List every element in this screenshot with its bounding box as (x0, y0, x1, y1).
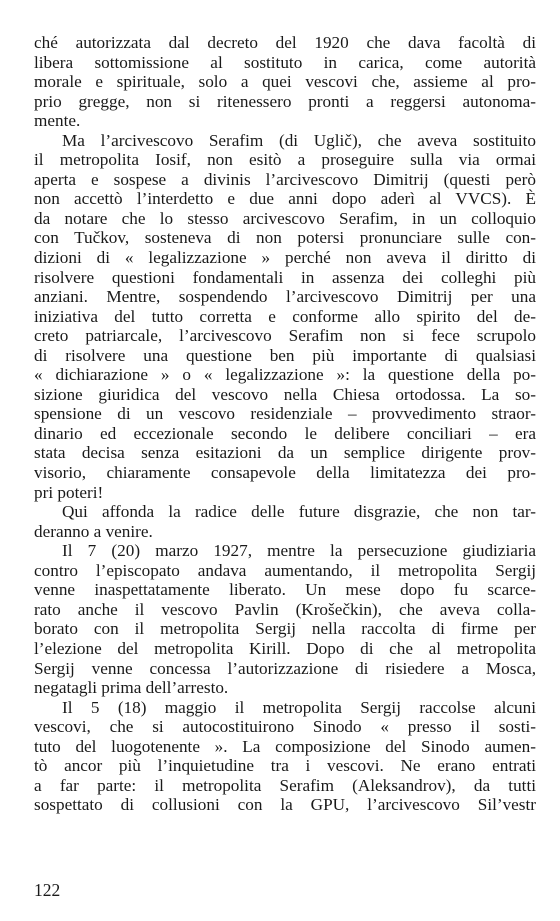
text-line: sizione giuridica del vescovo nella Chiesa ortodossa. La so- (34, 384, 536, 404)
text-line: Ma l’arcivescovo Serafim (di Uglič), che aveva sostituito (62, 130, 536, 150)
text-line: deranno a venire. (34, 521, 153, 541)
text-line: borato con il metropolita Sergij nella raccolta di firme per (34, 619, 536, 639)
text-line: Qui affonda la radice delle future disgrazie, che non tar- (62, 502, 536, 522)
text-line: con Tučkov, sosteneva di non potersi pronunciare sulle con- (34, 228, 536, 248)
text-line: Sergij venne concessa l’autorizzazione di risiedere a Mosca, (34, 658, 536, 678)
page-number: 122 (34, 880, 61, 900)
text-line: a far parte: il metropolita Serafim (Aleksandrov), da tutti (34, 775, 536, 795)
text-line: libera sottomissione al sostituto in carica, come autorità (34, 52, 536, 72)
text-line: venne inaspettatamente liberato. Un mese dopo fu scarce- (34, 580, 536, 600)
text-line: spensione di un vescovo residenziale – provvedimento straor- (34, 404, 536, 424)
body-text (34, 33, 536, 815)
text-line: dizioni di « legalizzazione » perché non aveva il diritto di (34, 248, 536, 268)
text-line: anziani. Mentre, sospendendo l’arcivescovo Dimitrij per una (34, 287, 536, 307)
text-line: di risolvere una questione ben più importante di qualsiasi (34, 345, 536, 365)
text-line: « dichiarazione » o « legalizzazione »: la questione della po- (34, 365, 536, 385)
text-line: visorio, chiaramente consapevole della limitatezza dei pro- (34, 463, 536, 483)
text-line: dinario ed eccezionale secondo le delibere conciliari – era (34, 423, 536, 443)
text-line: morale e spirituale, solo a quei vescovi che, assieme al pro- (34, 72, 536, 92)
text-line: sospettato di collusioni con la GPU, l’arcivescovo Sil’vestr (34, 795, 536, 815)
text-line: non accettò l’interdetto e due anni dopo aderì al VVCS). È (34, 189, 536, 209)
text-line: aperta e sospese a divinis l’arcivescovo Dimitrij (questi però (34, 169, 536, 189)
text-line: contro l’episcopato andava aumentando, il metropolita Sergij (34, 560, 536, 580)
text-line: negatagli prima dell’arresto. (34, 678, 229, 698)
text-line: creto patriarcale, l’arcivescovo Serafim non si fece scrupolo (34, 326, 536, 346)
text-line: da notare che lo stesso arcivescovo Serafim, in un colloquio (34, 208, 536, 228)
text-line: il metropolita Iosif, non esitò a proseguire sulla via ormai (34, 150, 536, 170)
text-line: pri poteri! (34, 482, 104, 502)
text-line: Il 7 (20) marzo 1927, mentre la persecuzione giudiziaria (62, 541, 536, 561)
text-line: tò ancor più l’inquietudine tra i vescovi. Ne erano entrati (34, 756, 536, 776)
text-line: mente. (34, 111, 81, 131)
text-line: tuto del luogotenente ». La composizione del Sinodo aumen- (34, 736, 536, 756)
text-line: prio gregge, non si ritenessero pronti a reggersi autonoma- (34, 91, 536, 111)
text-line: stata decisa senza esitazioni da un semplice dirigente prov- (34, 443, 536, 463)
text-line: risolvere questioni fondamentali in assenza dei colleghi più (34, 267, 536, 287)
text-line: vescovi, che si autocostituirono Sinodo « presso il sosti- (34, 717, 536, 737)
text-line: rato anche il vescovo Pavlin (Krošečkin), che aveva colla- (34, 599, 536, 619)
text-line: l’elezione del metropolita Kirill. Dopo di che al metropolita (34, 638, 536, 658)
text-line: iniziativa del tutto corretta e conforme allo spirito del de- (34, 306, 536, 326)
text-line: Il 5 (18) maggio il metropolita Sergij raccolse alcuni (62, 697, 536, 717)
text-line: ché autorizzata dal decreto del 1920 che dava facoltà di (34, 33, 536, 52)
